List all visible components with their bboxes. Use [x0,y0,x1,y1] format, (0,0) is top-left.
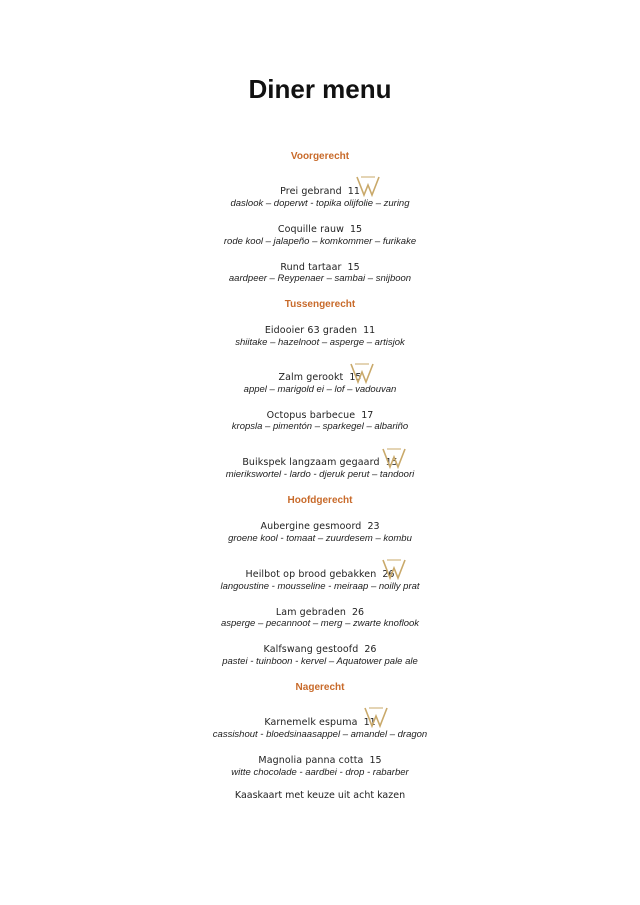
w-monogram-logo-icon [355,175,381,197]
dish-description: witte chocolade - aardbei - drop - rabarber [231,767,409,778]
dish-description: cassishout - bloedsinaasappel – amandel – dragon [212,729,428,740]
dish-description: shiitake – hazelnoot – asperge – artisjok [235,337,405,348]
w-monogram-logo-icon [349,362,375,384]
w-monogram-logo-icon [363,706,389,728]
dish-name: Coquille rauw [277,224,344,235]
section-heading-hoofdgerecht: Hoofdgerecht [287,495,353,506]
dish-octopus-barbecue [0,410,640,421]
dish-aubergine [0,521,640,532]
dish-name: Karnemelk espuma [264,717,358,728]
dish-price: 15 [350,224,363,235]
dish-name: Rund tartaar [280,262,342,273]
dish-eidooier [0,325,640,336]
dish-description: mierikswortel - lardo - djeruk perut – tandoori [225,469,415,480]
dish-price: 23 [367,521,380,532]
dish-name: Aubergine gesmoord [260,521,362,532]
dish-description: appel – marigold ei – lof – vadouvan [243,384,397,395]
dish-name: Kalfswang gestoofd [263,644,359,655]
dish-magnolia [0,755,640,766]
dish-buikspek [0,457,640,468]
dish-price: 26 [364,644,377,655]
dish-name: Buikspek langzaam gegaard [242,457,380,468]
dish-description: langoustine - mousseline - meiraap – noilly prat [220,581,420,592]
dish-price: 26 [382,569,395,580]
dish-description: daslook – doperwt - topika olijfolie – zuring [230,198,410,209]
cheese-board-note: Kaaskaart met keuze uit acht kazen [234,790,406,801]
dish-description: rode kool – jalapeño – komkommer – furikake [223,236,417,247]
dish-price: 11 [363,325,376,336]
dish-price: 26 [352,607,365,618]
dish-description: pastei - tuinboon - kervel – Aquatower pale ale [222,656,418,667]
dish-name: Lam gebraden [275,607,347,618]
dish-description: aardpeer – Reypenaer – sambai – snijboon [228,273,412,284]
section-heading-nagerecht: Nagerecht [295,682,345,693]
section-heading-voorgerecht: Voorgerecht [290,151,350,162]
dish-name: Eidooier 63 graden [264,325,358,336]
dish-name: Octopus barbecue [266,410,356,421]
dish-coquille-rauw [0,224,640,235]
dish-lam-gebraden [0,607,640,618]
dish-price: 15 [385,457,398,468]
section-heading-tussengerecht: Tussengerecht [284,299,356,310]
dish-zalm-gerookt [0,372,640,383]
dish-description: groene kool - tomaat – zuurdesem – kombu [228,533,412,544]
dish-name: Prei gebrand [280,186,342,197]
dish-price: 15 [347,262,360,273]
dish-prei-gebrand [0,186,640,197]
dish-name: Magnolia panna cotta [258,755,364,766]
dish-description: kropsla – pimentón – sparkegel – albariño [231,421,409,432]
page-title: Diner menu [248,74,392,104]
w-monogram-logo-icon [381,558,407,580]
dish-rund-tartaar [0,262,640,273]
w-monogram-logo-icon [381,447,407,469]
dish-name: Zalm gerookt [278,372,344,383]
dish-price: 17 [361,410,374,421]
dish-price: 11 [363,717,376,728]
dish-price: 15 [369,755,382,766]
dish-heilbot [0,569,640,580]
dish-name: Heilbot op brood gebakken [245,569,377,580]
dish-price: 15 [349,372,362,383]
dish-karnemelk [0,717,640,728]
dish-price: 11 [347,186,360,197]
dish-kalfswang [0,644,640,655]
dish-description: asperge – pecannoot – merg – zwarte knoflook [220,618,420,629]
